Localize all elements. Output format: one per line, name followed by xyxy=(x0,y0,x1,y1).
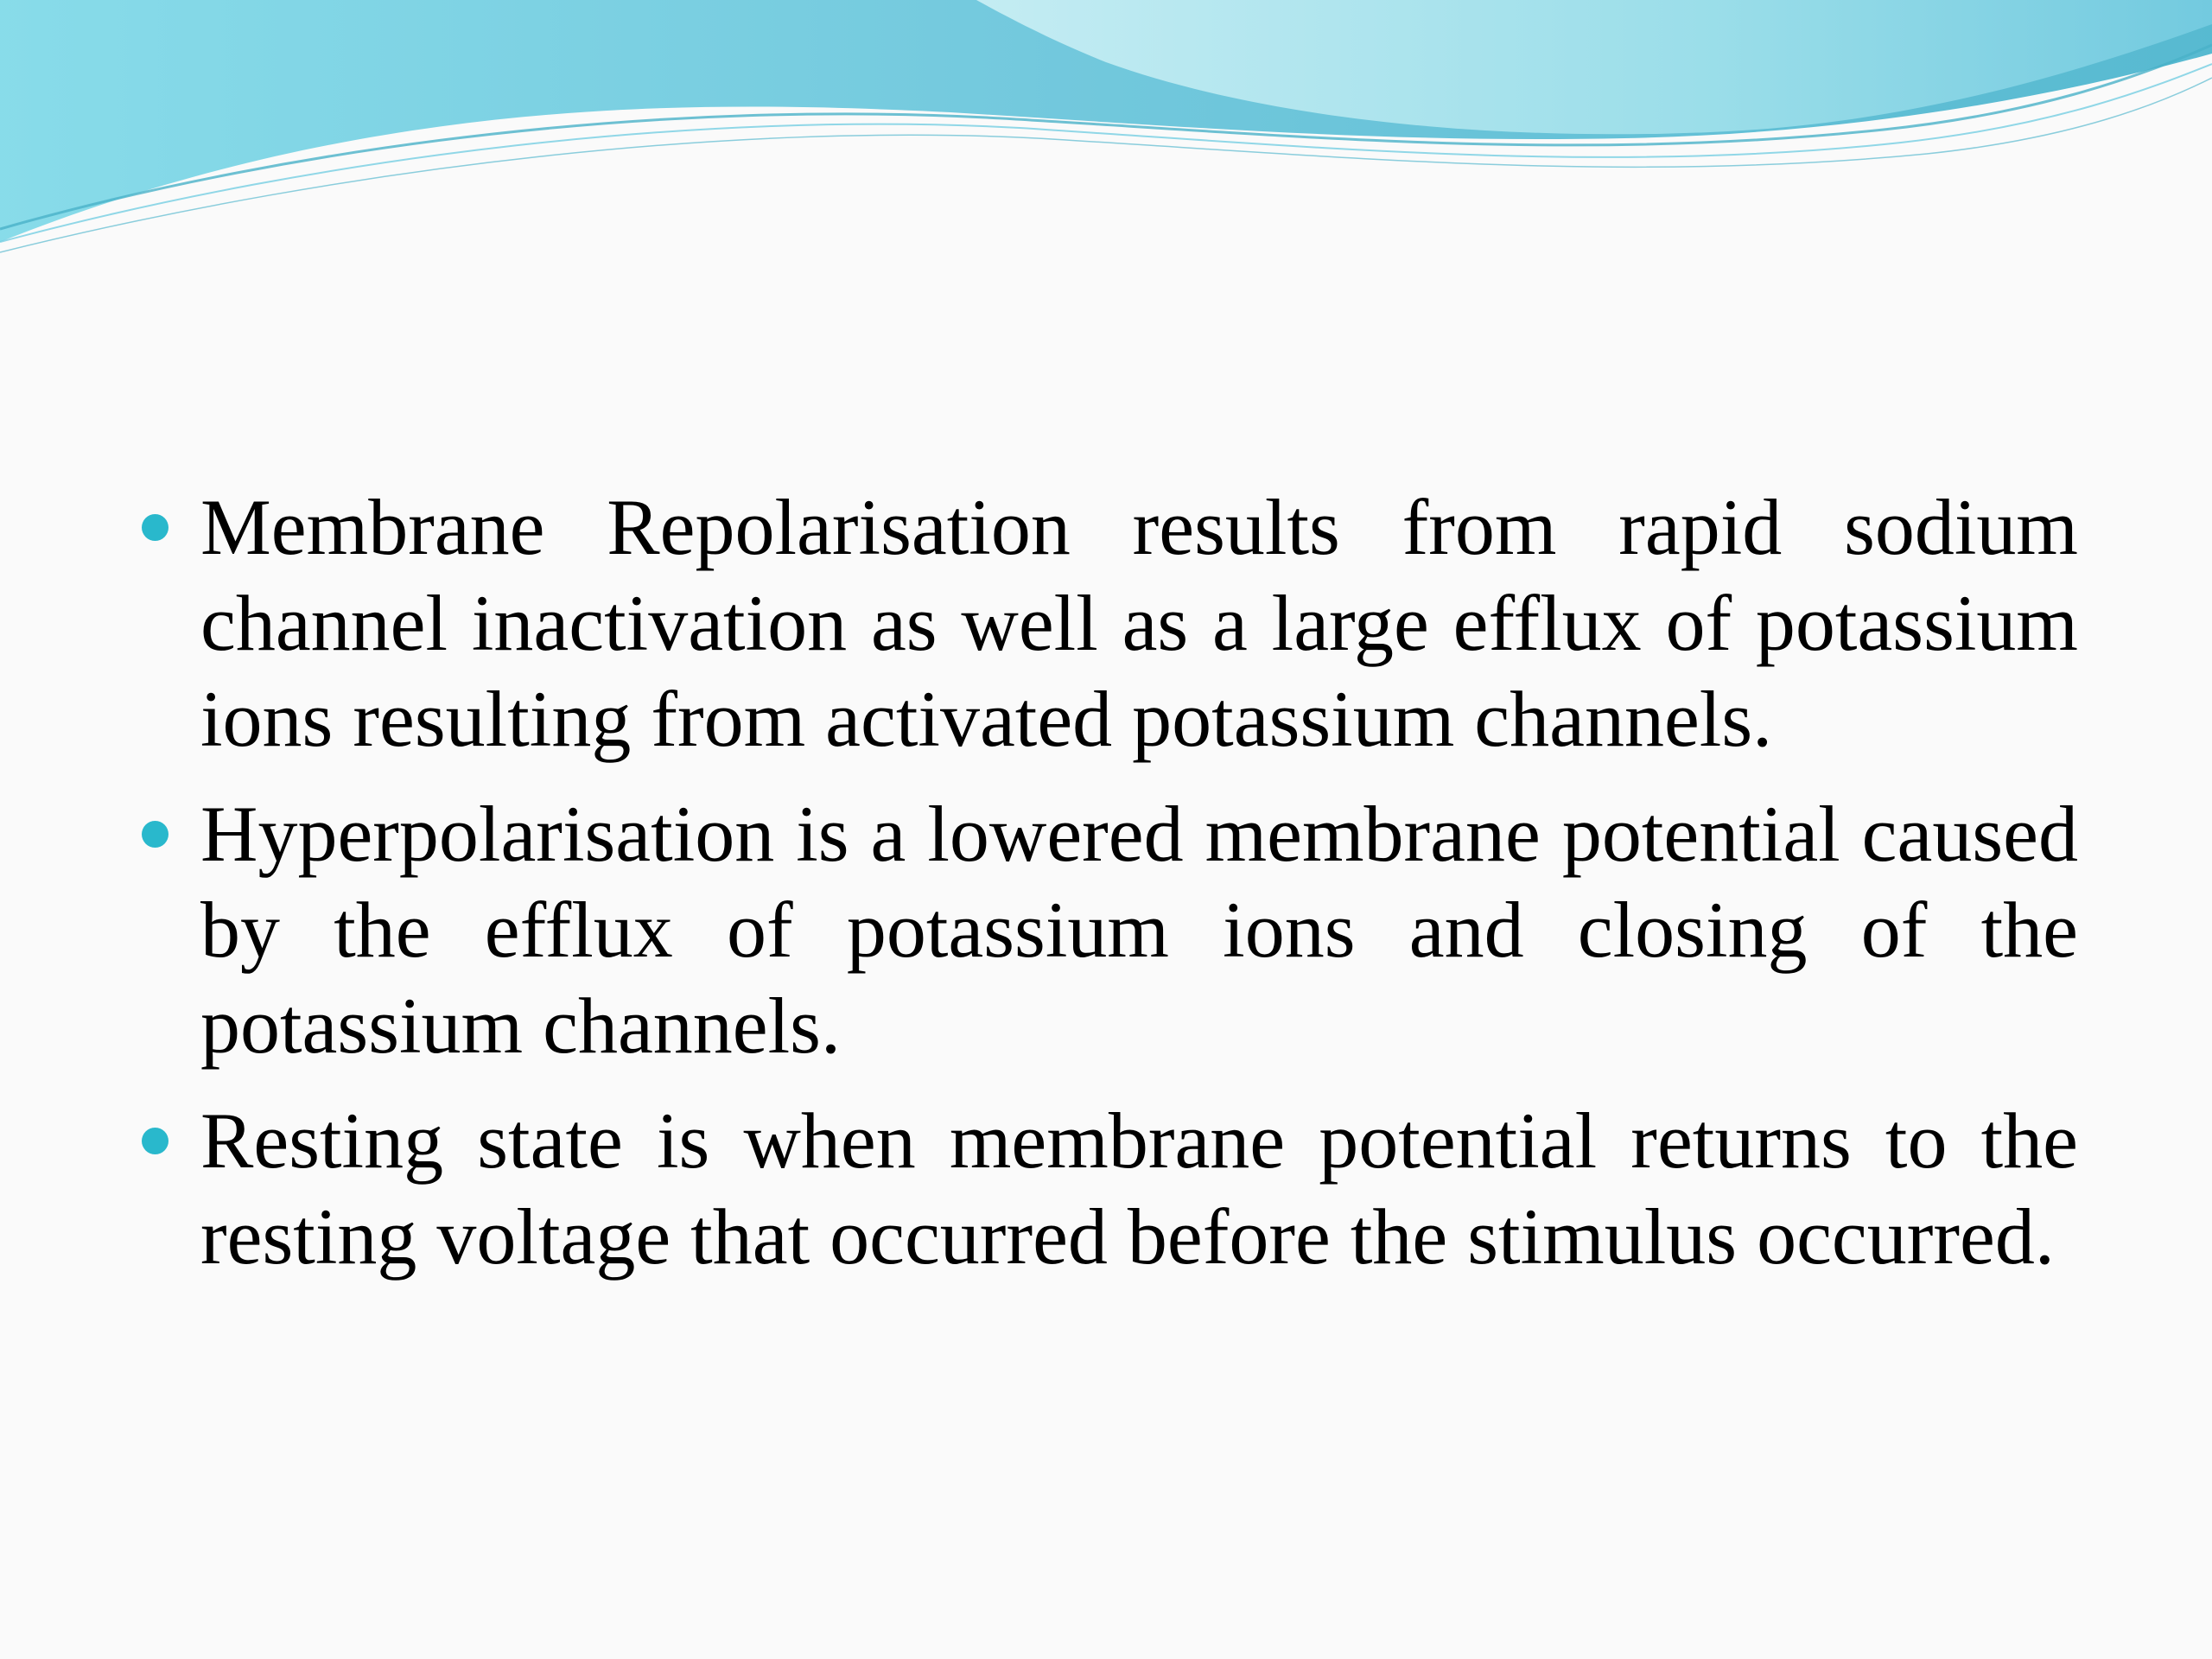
bullet-text: Membrane Repolarisation results from rapid sodium channel inactivation as well as a large efflux of potassium ions resulting from activated potassium channels. xyxy=(200,483,2078,763)
bullet-text: Resting state is when membrane potential returns to the resting voltage that occurred before the stimulus occurred. xyxy=(200,1096,2078,1281)
bullet-item-repolarisation xyxy=(138,480,2078,767)
bullet-text: Hyperpolarisation is a lowered membrane potential caused by the efflux of potassium ions and closing of the potassium channels. xyxy=(200,790,2078,1070)
bullet-dot-icon xyxy=(142,1128,168,1154)
bullet-list xyxy=(138,480,2078,1285)
bullet-dot-icon xyxy=(142,821,168,848)
bullet-dot-icon xyxy=(142,514,168,541)
wave-header-decoration xyxy=(0,0,2212,276)
bullet-item-resting-state xyxy=(138,1093,2078,1285)
bullet-item-hyperpolarisation xyxy=(138,786,2078,1074)
slide-content xyxy=(138,480,2078,1304)
